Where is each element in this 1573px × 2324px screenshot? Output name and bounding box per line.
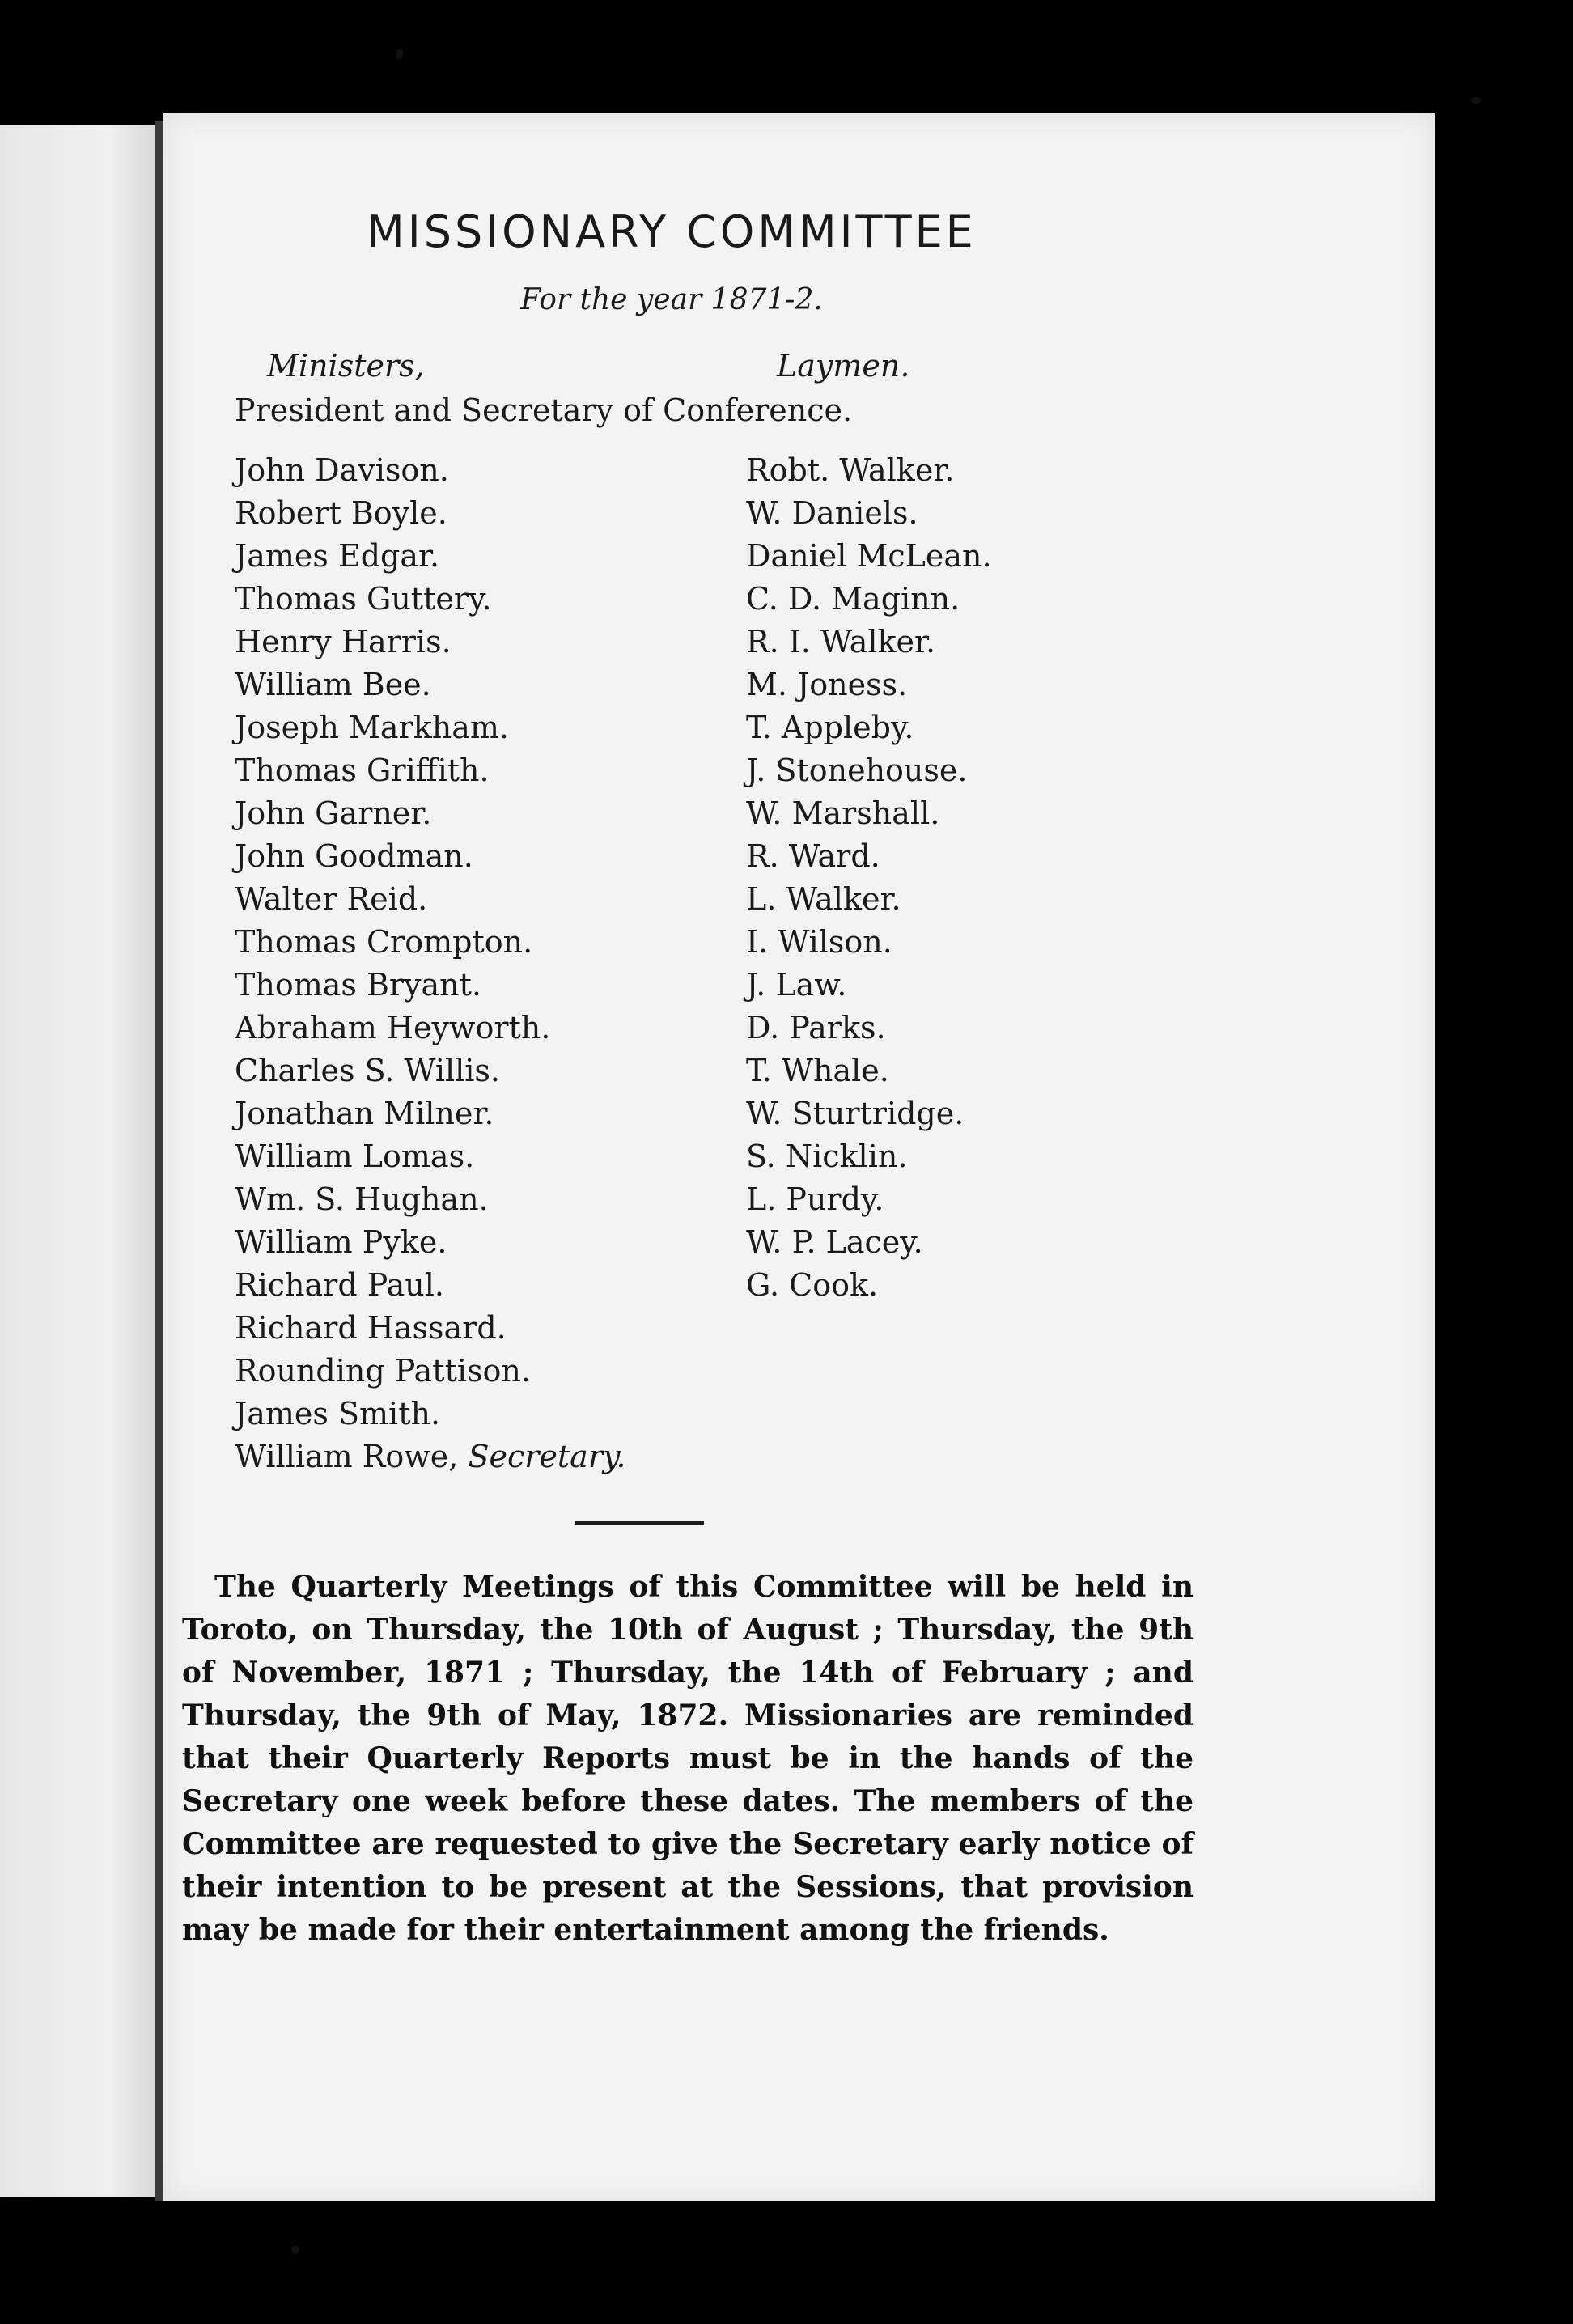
layman-name: M. Joness. bbox=[746, 667, 908, 702]
minister-name: Thomas Bryant. bbox=[235, 967, 482, 1003]
minister-name: Jonathan Milner. bbox=[235, 1096, 494, 1131]
minister-name: John Davison. bbox=[235, 452, 449, 488]
minister-name: Wm. S. Hughan. bbox=[235, 1181, 489, 1217]
minister-name: James Smith. bbox=[235, 1396, 441, 1431]
scan-speck bbox=[291, 2246, 299, 2254]
layman-name: T. Appleby. bbox=[746, 710, 914, 745]
minister-name: Robert Boyle. bbox=[235, 495, 447, 531]
layman-name: C. D. Maginn. bbox=[746, 581, 960, 617]
minister-name: John Goodman. bbox=[235, 838, 473, 874]
layman-name: T. Whale. bbox=[746, 1053, 889, 1088]
minister-name: Abraham Heyworth. bbox=[235, 1010, 551, 1045]
secretary-name: William Rowe, bbox=[235, 1439, 459, 1474]
layman-name: G. Cook. bbox=[746, 1267, 879, 1303]
layman-name: R. I. Walker. bbox=[746, 624, 936, 659]
scan-speck bbox=[1471, 97, 1481, 104]
minister-name: Joseph Markham. bbox=[235, 710, 509, 745]
minister-name: Thomas Guttery. bbox=[235, 581, 492, 617]
page-subtitle: For the year 1871-2. bbox=[520, 283, 823, 316]
ministers-list bbox=[235, 449, 736, 1478]
layman-name: J. Stonehouse. bbox=[746, 753, 968, 788]
adjacent-page-edge bbox=[0, 125, 155, 2197]
layman-name: W. P. Lacey. bbox=[746, 1224, 923, 1260]
minister-name: Henry Harris. bbox=[235, 624, 452, 659]
minister-name: Thomas Griffith. bbox=[235, 753, 490, 788]
ministers-column-header: Ministers, bbox=[267, 348, 425, 384]
laymen-list bbox=[746, 449, 1199, 1307]
minister-name: Rounding Pattison. bbox=[235, 1353, 531, 1389]
minister-name: William Pyke. bbox=[235, 1224, 447, 1260]
secretary-title: Secretary. bbox=[468, 1439, 626, 1474]
layman-name: S. Nicklin. bbox=[746, 1139, 908, 1174]
minister-name: Richard Hassard. bbox=[235, 1310, 507, 1346]
layman-name: Daniel McLean. bbox=[746, 538, 992, 574]
minister-name: Thomas Crompton. bbox=[235, 924, 533, 960]
layman-name: W. Marshall. bbox=[746, 795, 940, 831]
scan-speck bbox=[396, 49, 403, 60]
minister-name: William Bee. bbox=[235, 667, 431, 702]
minister-name: James Edgar. bbox=[235, 538, 440, 574]
minister-name: Richard Paul. bbox=[235, 1267, 444, 1303]
book-spine bbox=[155, 121, 163, 2201]
layman-name: W. Daniels. bbox=[746, 495, 918, 531]
layman-name: Robt. Walker. bbox=[746, 452, 955, 488]
layman-name: L. Purdy. bbox=[746, 1181, 884, 1217]
meetings-notice: The Quarterly Meetings of this Committee will be held in Toroto, on Thursday, the 10th of August ; Thursday, the 9th of November, 1871 ; Thursday, the 14th of February ; and Thursday, the 9th of May, 1872. Missionaries are reminded that their Quarterly Reports must be in the hands of the Secretary one week before these dates. The members of the Committee are requested to give the Secretary early notice of their intention to be present at the Sessions, that provision may be made for their entertainment among the friends. bbox=[182, 1570, 1194, 1947]
layman-name: W. Sturtridge. bbox=[746, 1096, 965, 1131]
minister-name: John Garner. bbox=[235, 795, 432, 831]
minister-name: Walter Reid. bbox=[235, 881, 428, 917]
section-divider bbox=[575, 1521, 704, 1525]
layman-name: I. Wilson. bbox=[746, 924, 892, 960]
laymen-column-header: Laymen. bbox=[777, 348, 910, 384]
layman-name: L. Walker. bbox=[746, 881, 901, 917]
layman-name: D. Parks. bbox=[746, 1010, 886, 1045]
layman-name: R. Ward. bbox=[746, 838, 880, 874]
preamble-line: President and Secretary of Conference. bbox=[235, 392, 853, 428]
minister-name: Charles S. Willis. bbox=[235, 1053, 501, 1088]
minister-name: William Lomas. bbox=[235, 1139, 475, 1174]
page-title: MISSIONARY COMMITTEE bbox=[367, 206, 977, 257]
layman-name: J. Law. bbox=[746, 967, 847, 1003]
secretary-line bbox=[235, 1436, 736, 1478]
